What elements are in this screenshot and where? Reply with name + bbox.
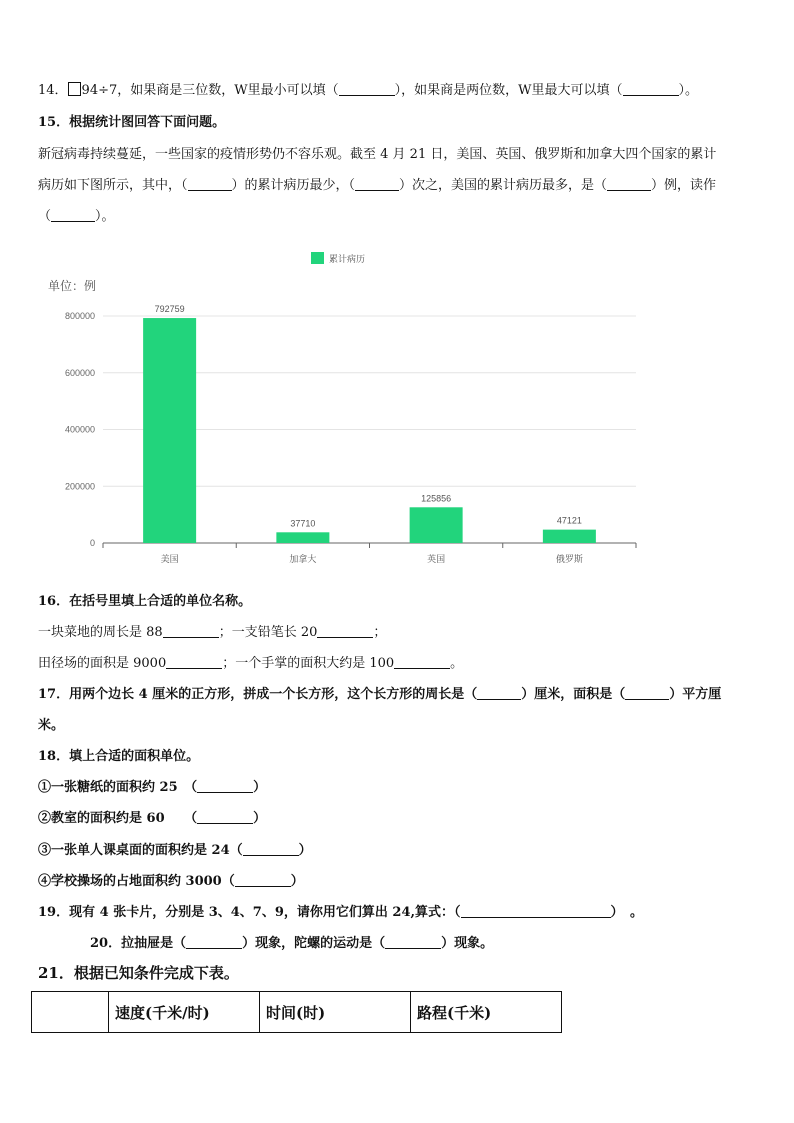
- answer-blank[interactable]: [625, 686, 669, 700]
- question-18-item-1: [38, 779, 266, 797]
- division-expression: 94÷7: [81, 83, 118, 98]
- bar-3: [543, 530, 596, 543]
- answer-blank[interactable]: [317, 624, 373, 638]
- answer-blank[interactable]: [243, 842, 299, 856]
- bar-value-label: 47121: [556, 515, 582, 526]
- y-tick-label: 400000: [64, 424, 95, 435]
- answer-blank[interactable]: [235, 873, 291, 887]
- question-text: ①一张糖纸的面积约 25 （: [38, 780, 198, 795]
- question-21-title: 21．根据已知条件完成下表。: [38, 964, 239, 982]
- question-15-paragraph: 新冠病毒持续蔓延，一些国家的疫情形势仍不容乐观。截至 4 月 21 日，美国、英国、俄罗斯和加拿大四个国家的累计: [38, 147, 717, 162]
- question-text: ）现象。: [441, 936, 494, 951]
- question-text: 病历如下图所示，其中，（: [38, 178, 188, 193]
- question-text: 。: [450, 656, 464, 671]
- x-tick-label: 美国: [160, 554, 179, 564]
- legend-label: 累计病历: [329, 254, 366, 264]
- question-18-item-3: [38, 842, 312, 860]
- bar-value-label: 125856: [421, 493, 452, 504]
- question-text: ）。: [95, 209, 115, 224]
- x-tick-label: 加拿大: [289, 554, 317, 564]
- answer-blank[interactable]: [477, 686, 521, 700]
- answer-blank[interactable]: [197, 810, 253, 824]
- y-tick-label: 200000: [64, 481, 95, 492]
- y-tick-label: 0: [89, 538, 95, 548]
- answer-blank[interactable]: [197, 779, 253, 793]
- table-header-cell: 速度(千米/时): [109, 992, 260, 1033]
- question-number: 14．: [38, 83, 68, 98]
- answer-blank[interactable]: [607, 177, 651, 191]
- bar-value-label: 37710: [290, 518, 316, 529]
- question-text: ）现象，陀螺的运动是（: [242, 936, 386, 951]
- question-text: ），如果商是两位数，W里最大可以填（: [394, 83, 623, 98]
- question-text: ）: [298, 843, 312, 858]
- question-text: ；一个手掌的面积大约是 100: [222, 656, 395, 671]
- table-header-cell: 路程(千米): [411, 992, 562, 1033]
- blank-box[interactable]: [68, 82, 81, 96]
- bar-0: [143, 318, 196, 543]
- question-18-item-2: [38, 810, 266, 828]
- question-text: ）厘米，面积是（: [521, 687, 626, 702]
- y-tick-label: 600000: [64, 367, 95, 378]
- question-text: 20．拉抽屉是（: [90, 936, 187, 951]
- question-18-title: 18．填上合适的面积单位。: [38, 749, 200, 764]
- question-18-item-4: [38, 873, 304, 891]
- x-tick-label: 英国: [427, 554, 446, 564]
- question-text: ；: [373, 625, 387, 640]
- question-text: ） 。: [610, 905, 644, 920]
- table-header-cell: [32, 992, 109, 1033]
- x-tick-label: 俄罗斯: [555, 554, 583, 564]
- question-text: （: [38, 209, 52, 224]
- answer-blank[interactable]: [355, 177, 399, 191]
- question-15-line3: [38, 208, 115, 226]
- question-text: ）。: [678, 83, 699, 98]
- answer-blank[interactable]: [394, 655, 450, 669]
- question-text: ④学校操场的占地面积约 3000（: [38, 874, 235, 889]
- answer-blank[interactable]: [186, 935, 242, 949]
- answer-blank[interactable]: [385, 935, 441, 949]
- question-text: ）例，读作: [651, 178, 717, 193]
- question-text: ，如果商是三位数，W里最小可以填（: [117, 83, 339, 98]
- question-text: ）: [253, 811, 267, 826]
- question-text: ）: [253, 780, 267, 795]
- bar-2: [410, 507, 463, 543]
- question-text: 17．用两个边长 4 厘米的正方形，拼成一个长方形，这个长方形的周长是（: [38, 687, 478, 702]
- y-tick-label: 800000: [64, 311, 95, 321]
- answer-blank[interactable]: [188, 177, 232, 191]
- question-16-title: 16．在括号里填上合适的单位名称。: [38, 594, 252, 609]
- cases-bar-chart: [38, 243, 658, 583]
- speed-time-distance-table: [31, 991, 562, 1033]
- table-header-cell: 时间(时): [260, 992, 411, 1033]
- question-15-line2: [38, 177, 716, 195]
- question-17-line1: [38, 686, 721, 704]
- bar-1: [276, 532, 329, 543]
- question-16-line1: [38, 624, 386, 642]
- question-text: 19．现有 4 张卡片，分别是 3、4、7、9，请你用它们算出 24,算式：（: [38, 905, 461, 920]
- question-14: [38, 82, 698, 100]
- bar-value-label: 792759: [154, 304, 185, 315]
- question-17-line2: 米。: [38, 718, 65, 733]
- question-text: ）的累计病历最少，（: [231, 178, 356, 193]
- question-text: ）: [290, 874, 304, 889]
- answer-blank[interactable]: [163, 624, 219, 638]
- legend-swatch: [311, 252, 324, 264]
- answer-blank[interactable]: [166, 655, 222, 669]
- question-text: ）平方厘: [669, 687, 722, 702]
- answer-blank[interactable]: [51, 208, 95, 222]
- question-text: ②教室的面积约是 60 （: [38, 811, 198, 826]
- question-19: [38, 904, 643, 922]
- answer-blank[interactable]: [461, 904, 611, 918]
- table-header-row: [32, 992, 562, 1033]
- answer-blank[interactable]: [339, 82, 395, 96]
- question-text: ）次之，美国的累计病历最多，是（: [399, 178, 608, 193]
- question-text: 一块菜地的周长是 88: [38, 625, 163, 640]
- question-text: 田径场的面积是 9000: [38, 656, 167, 671]
- answer-blank[interactable]: [623, 82, 679, 96]
- question-16-line2: [38, 655, 463, 673]
- unit-label: 单位：例: [48, 279, 97, 293]
- question-15-title: 15．根据统计图回答下面问题。: [38, 115, 226, 130]
- question-text: ③一张单人课桌面的面积约是 24（: [38, 843, 243, 858]
- question-20: [90, 935, 493, 953]
- question-text: ；一支铅笔长 20: [218, 625, 318, 640]
